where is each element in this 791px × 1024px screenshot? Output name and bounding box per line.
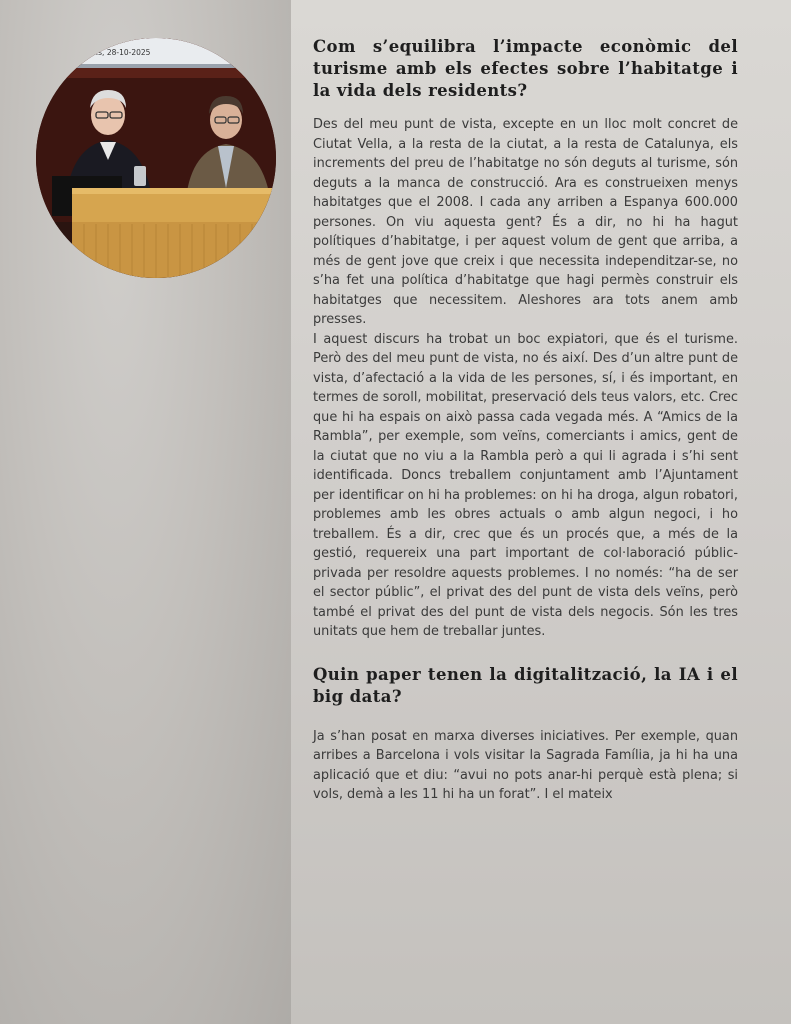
conference-photo-illustration xyxy=(36,38,276,278)
question-heading-2: Quin paper tenen la digitalització, la IA i el big data? xyxy=(313,664,738,706)
screen-text: ...s, 28-10-2025 xyxy=(91,48,151,57)
conference-photo xyxy=(36,38,276,278)
article-content xyxy=(313,36,738,805)
answer-paragraph-2: I aquest discurs ha trobat un boc expiatori, que és el turisme. Però des del meu punt de vista, no és així. Des d’un altre punt de vista, d’afectació a la vida de les persones, sí, i és important, en termes de soroll, mobilitat, preservació dels teus valors, etc. Crec que hi ha espais on això passa cada vegada més. A “Amics de la Rambla”, per exemple, som veïns, comerciants i amics, gent de la ciutat que no viu a la Rambla però a qui li agrada i s’hi sent identificada. Doncs treballem conjuntament amb l’Ajuntament per identificar on hi ha problemes: on hi ha droga, algun robatori, problemes amb les obres actuals o amb algun negoci, i ho treballem. És a dir, crec que és un procés que, a més de la gestió, requereix una part important de col·laboració públic-privada per resoldre aquests problemes. I no només: “ha de ser el sector públic”, el privat des del punt de vista dels veïns, però també el privat des del punt de vista dels negocis. Són les tres unitats que hem de treballar juntes. xyxy=(313,331,738,639)
question-heading-1: Com s’equilibra l’impacte econòmic del turisme amb els efectes sobre l’habitatge i la vida dels residents? xyxy=(313,37,738,100)
answer-paragraph-3: Ja s’han posat en marxa diverses iniciatives. Per exemple, quan arribes a Barcelona i vols visitar la Sagrada Família, ja hi ha una aplicació que et diu: “avui no pots anar-hi perquè està plena; si vols, demà a les 11 hi ha un forat”. I el mateix xyxy=(313,728,738,802)
answer-paragraph-1: Des del meu punt de vista, excepte en un lloc molt concret de Ciutat Vella, a la resta de la ciutat, a la resta de Catalunya, els increments del preu de l’habitatge no són deguts al turisme, són deguts a la manca de construcció. Ara es construeixen menys habitatges que el 2008. I cada any arriben a Espanya 600.000 persones. On viu aquesta gent? És a dir, no hi ha hagut polítiques d’habitatge, i per aquest volum de gent que arriba, a més de gent jove que creix i que necessita independitzar-se, no s’ha fet una política d’habitatge que hagi permès construir els habitatges que necessitem. Aleshores ara tots anem amb presses. xyxy=(313,117,738,327)
